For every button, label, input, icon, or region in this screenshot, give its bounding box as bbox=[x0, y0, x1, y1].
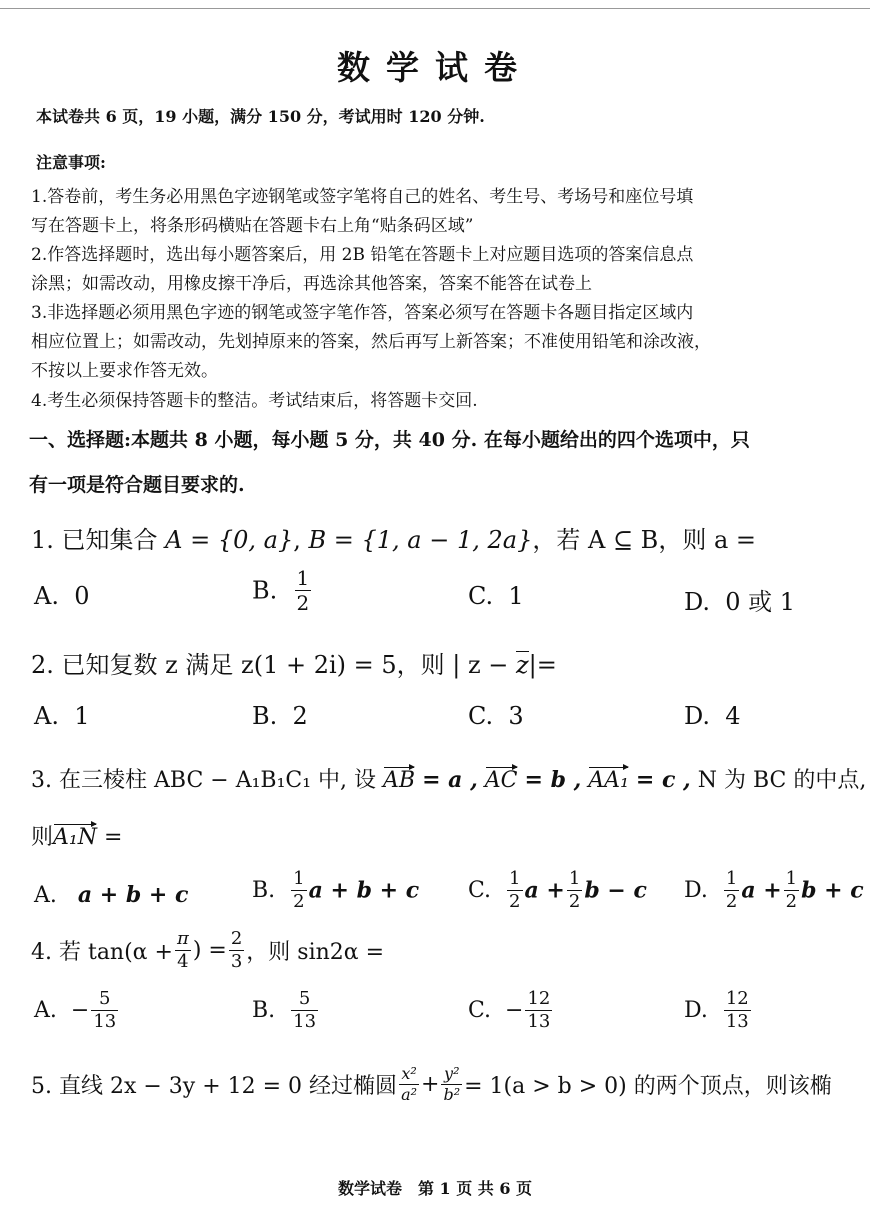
question-3-option-c[interactable]: C. $\frac{1}{2}$ a + $\frac{1}{2}$ b − c bbox=[468, 868, 647, 912]
question-3-option-a[interactable]: A. a + b + c bbox=[34, 882, 189, 908]
notice-line: 2.作答选择题时，选出每小题答案后，用 2B 铅笔在答题卡上对应题目选项的答案信息点 bbox=[31, 245, 694, 265]
notice-line: 1.答卷前，考生务必用黑色字迹钢笔或签字笔将自己的姓名、考生号、考场号和座位号填 bbox=[31, 187, 694, 207]
question-5-stem: 5. 直线 2x − 3y + 12 = 0 经过椭圆 $\frac{\text{x²}}{\text{a²}}$ + $\frac{\text{y²}}{\text{b²}}$ = 1(a > b > 0) 的两个顶点，则该椭 bbox=[31, 1064, 832, 1104]
question-2-option-d[interactable]: D. 4 bbox=[684, 702, 741, 730]
notice-line: 4.考生必须保持答题卡的整洁。考试结束后，将答题卡交回. bbox=[31, 391, 478, 411]
question-2-option-c[interactable]: C. 3 bbox=[468, 702, 524, 730]
notice-line: 写在答题卡上，将条形码横贴在答题卡右上角“贴条码区域” bbox=[31, 216, 474, 236]
section-heading-cont: 有一项是符合题目要求的. bbox=[29, 474, 245, 496]
question-1-option-a[interactable]: A. 0 bbox=[34, 582, 90, 610]
question-2-stem: 2. 已知复数 z 满足 z(1 + 2i) = 5，则 | z − z|= bbox=[31, 651, 557, 679]
notice-line: 相应位置上；如需改动，先划掉原来的答案，然后再写上新答案；不准使用铅笔和涂改液， bbox=[31, 332, 711, 352]
page-footer: 数学试卷 第 1 页 共 6 页 bbox=[337, 1179, 533, 1198]
notice-line: 涂黑；如需改动，用橡皮擦干净后，再选涂其他答案，答案不能答在试卷上 bbox=[31, 274, 592, 294]
question-4-option-d[interactable]: D. $\frac{12}{13}$ bbox=[684, 988, 749, 1032]
section-heading: 一、选择题:本题共 8 小题，每小题 5 分，共 40 分. 在每小题给出的四个选项中，只 bbox=[29, 429, 750, 451]
question-3-option-d[interactable]: D. $\frac{1}{2}$ a + $\frac{1}{2}$ b + c bbox=[684, 868, 864, 912]
exam-title: 数学试卷 bbox=[337, 48, 533, 87]
question-1-option-c[interactable]: C. 1 bbox=[468, 582, 524, 610]
question-1-option-b[interactable]: B. $\frac{1}{2}$ bbox=[252, 566, 310, 615]
question-3-stem: 3. 在三棱柱 ABC − A₁B₁C₁ 中, 设 AB = a , AC = b , AA₁ = c , N 为 BC 的中点, bbox=[31, 763, 866, 794]
question-1-stem: 1. 已知集合 A = {0, a}, B = {1, a − 1, 2a}，若 A ⊆ B，则 a = bbox=[31, 526, 756, 554]
question-2-option-a[interactable]: A. 1 bbox=[34, 702, 90, 730]
notice-line: 不按以上要求作答无效。 bbox=[31, 361, 218, 381]
question-2-option-b[interactable]: B. 2 bbox=[252, 702, 308, 730]
question-1-option-d[interactable]: D. 0 或 1 bbox=[684, 588, 796, 616]
question-3-option-b[interactable]: B. $\frac{1}{2}$ a + b + c bbox=[252, 868, 420, 912]
notice-line: 3.非选择题必须用黑色字迹的钢笔或签字笔作答，答案必须写在答题卡各题目指定区域内 bbox=[31, 303, 694, 323]
top-rule bbox=[0, 8, 870, 9]
question-4-option-b[interactable]: B. $\frac{5}{13}$ bbox=[252, 988, 317, 1032]
question-4-option-a[interactable]: A. − $\frac{5}{13}$ bbox=[34, 988, 117, 1032]
exam-intro: 本试卷共 6 页，19 小题，满分 150 分，考试用时 120 分钟. bbox=[36, 107, 485, 126]
question-4-stem: 4. 若 tan(α + $\frac{\pi}{4}$ ) = $\frac{2}{3}$ ，则 sin2α = bbox=[31, 928, 385, 972]
notice-heading: 注意事项: bbox=[36, 153, 106, 172]
question-3-stem-cont: 则A₁N = bbox=[31, 820, 122, 851]
question-4-option-c[interactable]: C. − $\frac{12}{13}$ bbox=[468, 988, 551, 1032]
